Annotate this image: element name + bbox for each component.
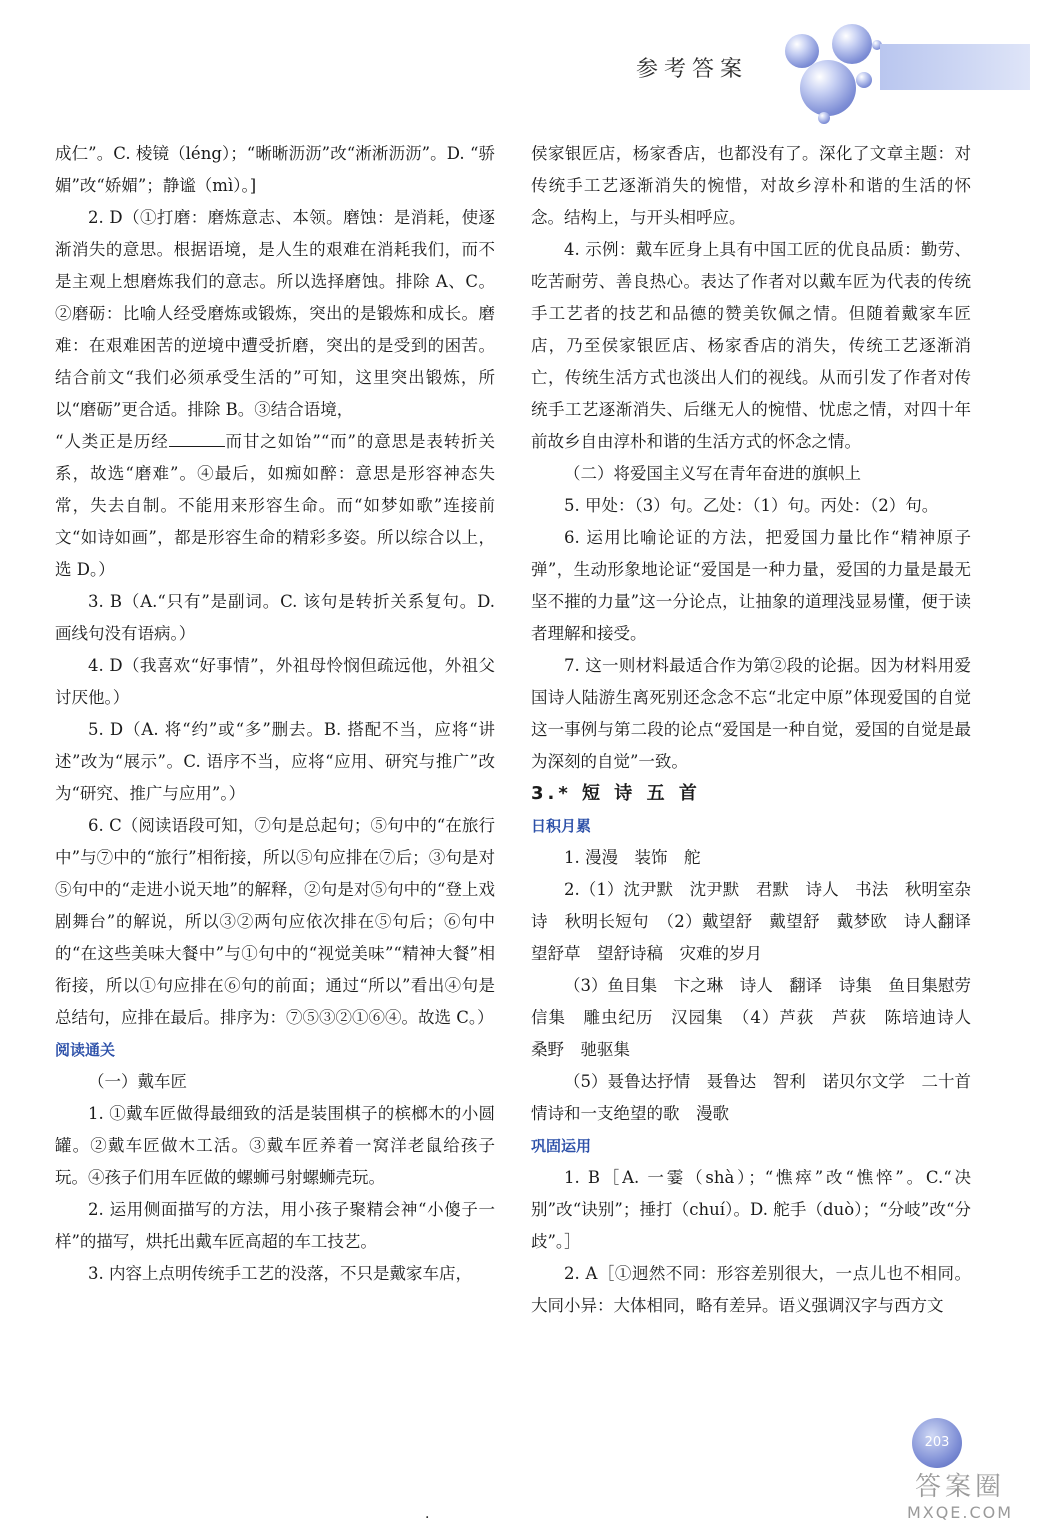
footer-dot: · (425, 1510, 430, 1526)
answer-paragraph: 6. 运用比喻论证的方法，把爱国力量比作“精神原子弹”，生动形象地论证“爱国是一种力量，爱国的力量是最无坚不摧的力量”这一分论点，让抽象的道理浅显易懂，便于读者理解和接受。 (531, 528, 971, 643)
answer-paragraph: 2. A［①迥然不同：形容差别很大，一点儿也不相同。大同小异：大体相同，略有差异。语义强调汉字与西方文 (531, 1264, 971, 1315)
bubble-decoration (818, 112, 830, 124)
answer-paragraph: 4. D（我喜欢“好事情”，外祖母怜悯但疏远他，外祖父讨厌他。） (55, 656, 495, 707)
answer-paragraph: 5. 甲处：（3）句。乙处：（1）句。丙处：（2）句。 (564, 496, 939, 515)
section-heading: 日积月累 (531, 817, 592, 835)
answer-paragraph: 7. 这一则材料最适合作为第②段的论据。因为材料用爱国诗人陆游生离死别还念念不忘“北定中原”体现爱国的自觉这一事例与第二段的论点“爱国是一种自觉，爱国的自觉是最为深刻的自觉”一致。 (531, 656, 971, 771)
bubble-decoration (832, 24, 872, 64)
page-number-badge: 203 (912, 1418, 962, 1468)
answer-paragraph: 1. ①戴车匠做得最细致的活是装围棋子的槟榔木的小圆罐。②戴车匠做木工活。③戴车匠养着一窝洋老鼠给孩子玩。④孩子们用车匠做的螺蛳弓射螺蛳壳玩。 (55, 1104, 495, 1187)
answer-paragraph: （5）聂鲁达抒情 聂鲁达 智利 诺贝尔文学 二十首情诗和一支绝望的歌 漫歌 (531, 1072, 971, 1123)
watermark-logo (880, 1472, 1040, 1528)
section-heading: 巩固运用 (531, 1137, 592, 1155)
watermark-url: MXQE.COM (906, 1503, 1014, 1522)
answer-paragraph: 1. 漫漫 装饰 舵 (564, 848, 701, 867)
answer-paragraph: 4. 示例：戴车匠身上具有中国工匠的优良品质：勤劳、吃苦耐劳、善良热心。表达了作者对以戴车匠为代表的传统手工艺者的技艺和品德的赞美钦佩之情。但随着戴家车匠店，乃至侯家银匠店、杨家香店的消失，传统工艺逐渐消亡，传统生活方式也淡出人们的视线。从而引发了作者对传统手工艺逐渐消失、后继无人的惋惜、忧虑之情，对四十年前故乡自由淳朴和谐的生活方式的怀念之情。 (531, 240, 971, 451)
answer-paragraph: 2. D（①打磨：磨炼意志、本领。磨蚀：是消耗，使逐渐消失的意思。根据语境，是人生的艰难在消耗我们，而不是主观上想磨炼我们的意志。所以选择磨蚀。排除 A、C。②磨砺：比喻人经受磨炼或锻炼，突出的是锻炼和成长。磨难：在艰难困苦的逆境中遭受折磨，突出的是受到的困苦。结合前文“我们必须承受生活的”可知，这里突出锻炼，所以“磨砺”更合适。排除 B。③结合语境， (55, 208, 495, 419)
answer-paragraph: 3. B（A.“只有”是副词。C. 该句是转折关系复句。D. 画线句没有语病。） (55, 592, 495, 643)
answer-paragraph: 5. D（A. 将“约”或“多”删去。B. 搭配不当，应将“讲述”改为“展示”。C. 语序不当，应将“应用、研究与推广”改为“研究、推广与应用”。） (55, 720, 495, 803)
answer-paragraph: 2. 运用侧面描写的方法，用小孩子聚精会神“小傻子一样”的描写，烘托出戴车匠高超的车工技艺。 (55, 1200, 495, 1251)
answer-paragraph (55, 426, 495, 586)
page-header (0, 0, 1054, 120)
answer-paragraph: 3. 内容上点明传统手工艺的没落，不只是戴家车店， (88, 1264, 472, 1283)
answer-paragraph: 1. B［A. 一霎（shà）；“憔瘁”改“憔悴”。C.“决别”改“诀别”；捶打（chuí）。D. 舵手（duò）；“分岐”改“分歧”。］ (531, 1168, 971, 1251)
right-column (531, 138, 988, 1322)
answer-text: 而甘之如饴”“而”的意思是表转折关系，故选“磨难”。④最后，如痴如醉：意思是形容神态失常，失去自制。不能用来形容生命。而“如梦如歌”连接前文“如诗如画”，都是形容生命的精彩多姿。所以综合以上，选 D。） (55, 432, 496, 579)
left-column (55, 138, 495, 1290)
answer-text: “人类正是历经 (55, 432, 169, 451)
answer-paragraph: 成仁”。C. 棱镜（léng）；“晰晰沥沥”改“淅淅沥沥”。D. “骄媚”改“娇媚”；静谧（mì）。] (55, 144, 495, 195)
subsection-heading: （二）将爱国主义写在青年奋进的旗帜上 (564, 464, 861, 483)
header-bar (880, 44, 1030, 90)
section-heading: 阅读通关 (55, 1041, 116, 1059)
watermark-text: 答案圈 (914, 1472, 1005, 1502)
header-title: 参考答案 (636, 57, 749, 82)
fill-blank (169, 432, 225, 447)
answer-paragraph: 6. C（阅读语段可知，⑦句是总起句；⑤句中的“在旅行中”与⑦中的“旅行”相衔接，所以⑤句应排在⑦后；③句是对⑤句中的“走进小说天地”的解释，②句是对⑤句中的“登上戏剧舞台”的解说，所以③②两句应依次排在⑤句后；⑥句中的“在这些美味大餐中”与①句中的“视觉美味”“精神大餐”相衔接，所以①句应排在⑥句的前面；通过“所以”看出④句是总结句，应排在最后。排序为：⑦⑤③②①⑥④。故选 C。） (55, 816, 495, 1027)
answer-paragraph: 2.（1）沈尹默 沈尹默 君默 诗人 书法 秋明室杂诗 秋明长短句 （2）戴望舒 戴望舒 戴梦欧 诗人翻译 望舒草 望舒诗稿 灾难的岁月 (531, 880, 988, 963)
answer-paragraph: 侯家银匠店，杨家香店，也都没有了。深化了文章主题：对传统手工艺逐渐消失的惋惜，对故乡淳朴和谐的生活的怀念。结构上，与开头相呼应。 (531, 144, 971, 227)
chapter-title: 3.* 短 诗 五 首 (531, 783, 701, 804)
bubble-decoration (800, 60, 856, 116)
bubble-decoration (856, 72, 872, 88)
answer-paragraph: （3）鱼目集 卞之琳 诗人 翻译 诗集 鱼目集慰劳信集 雕虫纪历 汉园集 （4）芦荻 芦荻 陈培迪诗人 桑野 驰驱集 (531, 976, 988, 1059)
subsection-heading: （一）戴车匠 (88, 1072, 187, 1091)
